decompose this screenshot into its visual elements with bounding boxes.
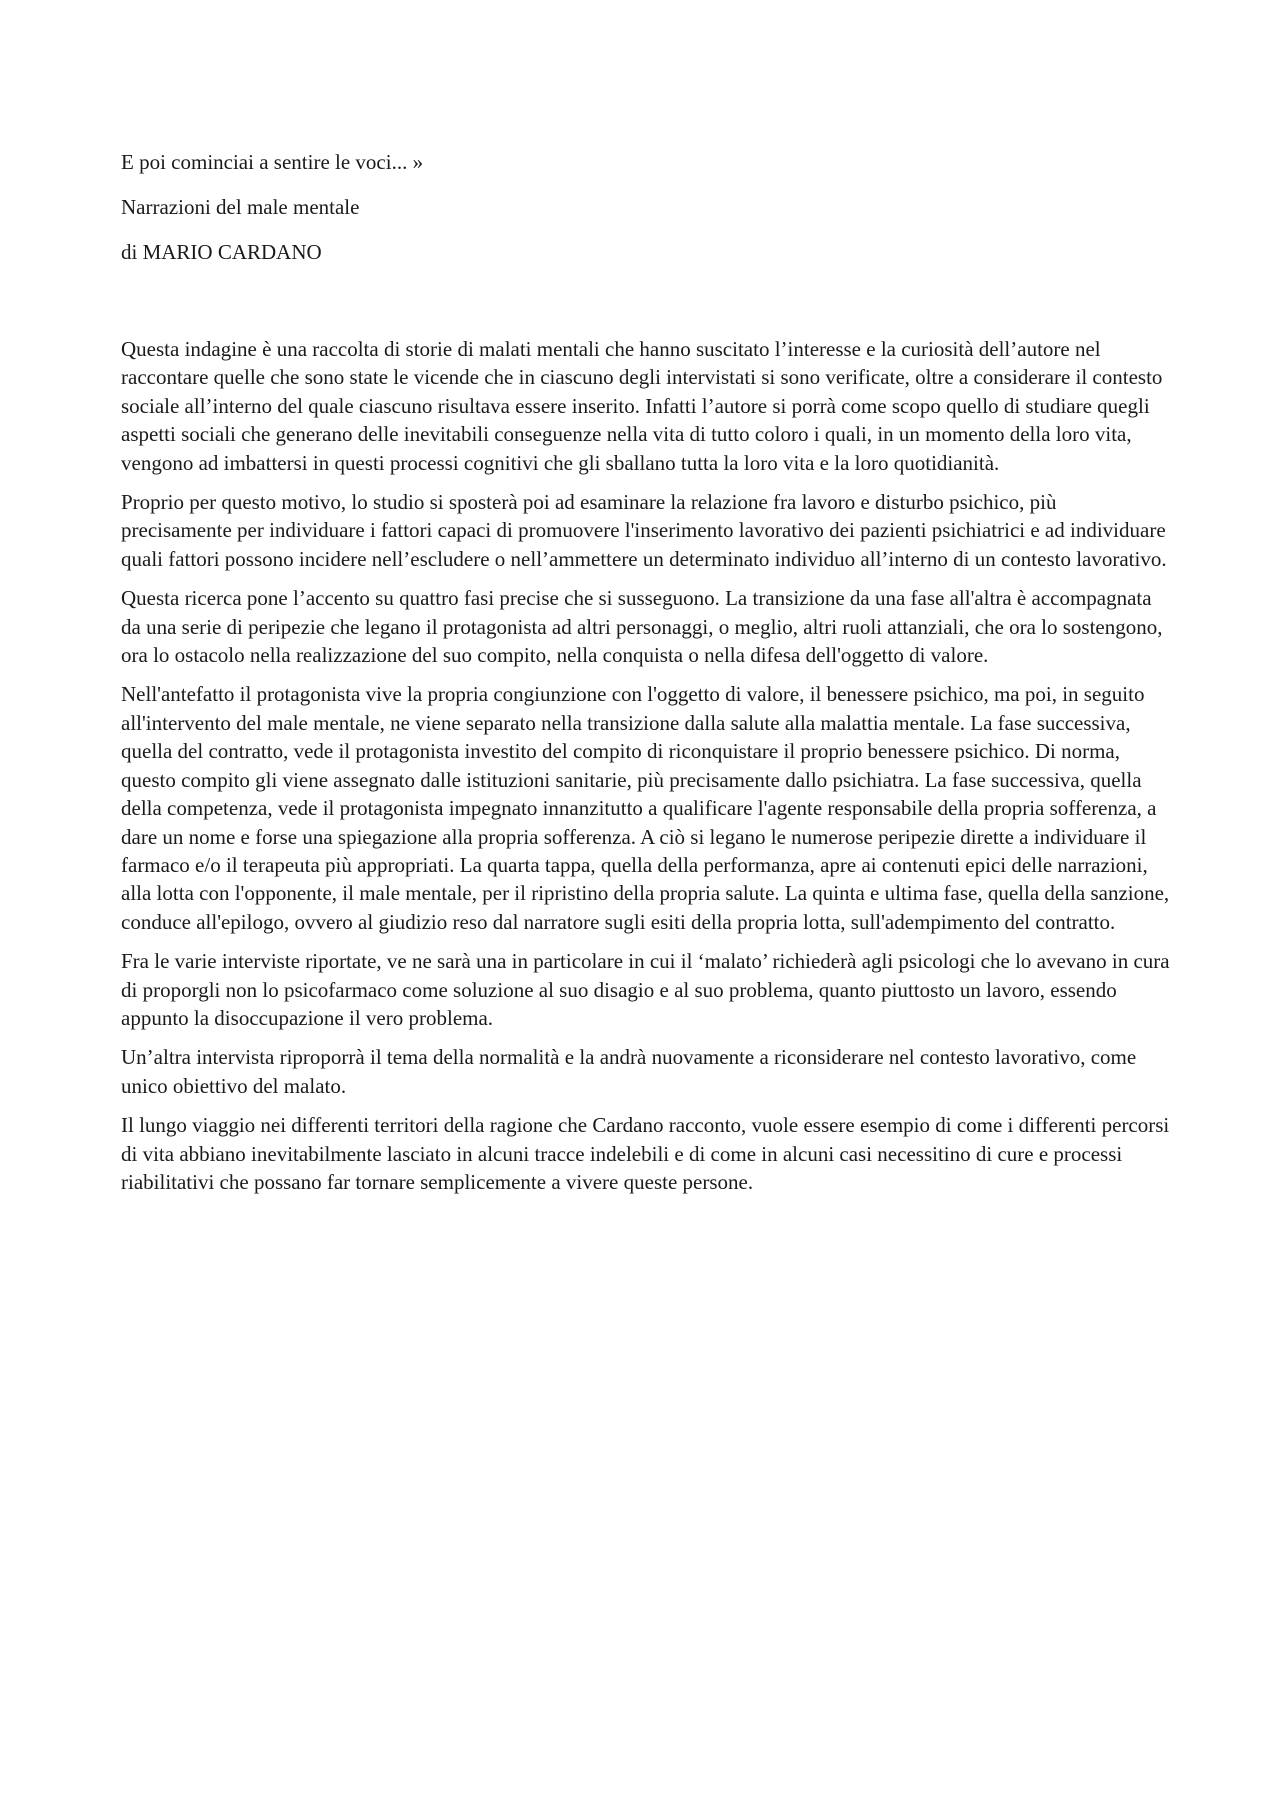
paragraph-1: Questa indagine è una raccolta di storie di malati mentali che hanno suscitato l’interesse e la curiosità dell’autore nel raccontare quelle che sono state le vicende che in ciascuno degli intervistati si sono verificate, oltre a considerare il contesto sociale all’interno del quale ciascuno risultava essere inserito. Infatti l’autore si porrà come scopo quello di studiare quegli aspetti sociali che generano delle inevitabili conseguenze nella vita di tutto coloro i quali, in un momento della loro vita, vengono ad imbattersi in questi processi cognitivi che gli sballano tutta la loro vita e la loro quotidianità. bbox=[121, 337, 1163, 475]
document-body bbox=[121, 335, 1171, 1207]
document-subtitle: Narrazioni del male mentale bbox=[121, 195, 360, 219]
paragraph-2: Proprio per questo motivo, lo studio si sposterà poi ad esaminare la relazione fra lavoro e disturbo psichico, più precisamente per individuare i fattori capaci di promuovere l'inserimento lavorativo dei pazienti psichiatrici e ad individuare quali fattori possono incidere nell’escludere o nell’ammettere un determinato individuo all’interno di un contesto lavorativo. bbox=[121, 490, 1167, 571]
paragraph-3: Questa ricerca pone l’accento su quattro fasi precise che si susseguono. La transizione da una fase all'altra è accompagnata da una serie di peripezie che legano il protagonista ad altri personaggi, o meglio, altri ruoli attanziali, che ora lo sostengono, ora lo ostacolo nella realizzazione del suo compito, nella conquista o nella difesa dell'oggetto di valore. bbox=[121, 586, 1163, 668]
document-title: E poi cominciai a sentire le voci... » bbox=[121, 150, 424, 174]
paragraph-7: Il lungo viaggio nei differenti territori della ragione che Cardano racconto, vuole essere esempio di come i differenti percorsi di vita abbiano inevitabilmente lasciato in alcuni tracce indelebili e di come in alcuni casi necessitino di cure e processi riabilitativi che possano far tornare semplicemente a vivere queste persone. bbox=[121, 1113, 1170, 1194]
paragraph-5: Fra le varie interviste riportate, ve ne sarà una in particolare in cui il ‘malato’ richiederà agli psicologi che lo avevano in cura di proporgli non lo psicofarmaco come soluzione al suo disagio e al suo problema, quanto piuttosto un lavoro, essendo appunto la disoccupazione il vero problema. bbox=[121, 949, 1170, 1030]
paragraph-4: Nell'antefatto il protagonista vive la propria congiunzione con l'oggetto di valore, il benessere psichico, ma poi, in seguito all'intervento del male mentale, ne viene separato nella transizione dalla salute alla malattia mentale. La fase successiva, quella del contratto, vede il protagonista investito del compito di riconquistare il proprio benessere psichico. Di norma, questo compito gli viene assegnato dalle istituzioni sanitarie, più precisamente dallo psichiatra. La fase successiva, quella della competenza, vede il protagonista impegnato innanzitutto a qualificare l'agente responsabile della propria sofferenza, a dare un nome e forse una spiegazione alla propria sofferenza. A ciò si legano le numerose peripezie dirette a individuare il farmaco e/o il terapeuta più appropriati. La quarta tappa, quella della performanza, apre ai contenuti epici delle narrazioni, alla lotta con l'opponente, il male mentale, per il ripristino della propria salute. La quinta e ultima fase, quella della sanzione, conduce all'epilogo, ovvero al giudizio reso dal narratore sugli esiti della propria lotta, sull'adempimento del contratto. bbox=[121, 682, 1170, 934]
document-header bbox=[121, 150, 1161, 285]
document-author: di MARIO CARDANO bbox=[121, 240, 322, 264]
paragraph-6: Un’altra intervista riproporrà il tema della normalità e la andrà nuovamente a riconsiderare nel contesto lavorativo, come unico obiettivo del malato. bbox=[121, 1045, 1137, 1098]
